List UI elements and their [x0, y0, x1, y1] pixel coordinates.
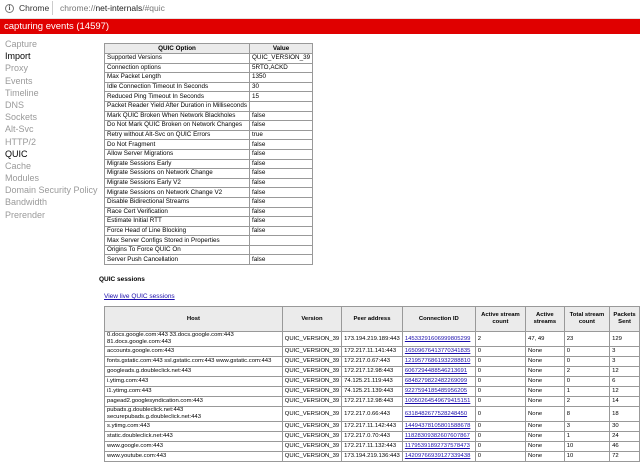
session-host — [105, 422, 283, 432]
session-active-stream-count: 0 — [475, 387, 525, 397]
host-line: i1.ytimg.com:443 — [107, 388, 152, 394]
quic-sessions-table — [104, 306, 640, 462]
quic-sessions-heading: QUIC sessions — [99, 276, 145, 283]
session-active-streams: None — [526, 422, 565, 432]
session-packets-sent: 12 — [610, 387, 640, 397]
option-name: Allow Server Migrations — [105, 149, 250, 159]
option-name: Supported Versions — [105, 54, 250, 64]
option-value — [250, 236, 313, 246]
session-total-stream-count: 2 — [564, 397, 609, 407]
session-connection-id[interactable]: 14533291606999805299 — [402, 332, 475, 347]
sidebar-item-cache[interactable]: Cache — [5, 160, 32, 171]
session-total-stream-count: 0 — [564, 357, 609, 367]
sidebar-item-alt-svc[interactable]: Alt-Svc — [5, 124, 34, 135]
session-packets-sent: 72 — [610, 452, 640, 462]
option-value: false — [250, 226, 313, 236]
option-row — [105, 217, 313, 227]
session-total-stream-count: 2 — [564, 367, 609, 377]
session-active-streams: None — [526, 407, 565, 422]
session-version: QUIC_VERSION_39 — [282, 442, 341, 452]
url-host: net-internals — [95, 3, 143, 13]
session-row — [105, 347, 640, 357]
capture-status-banner: capturing events (14597) — [0, 19, 640, 34]
url-path: /#quic — [142, 3, 165, 13]
option-value: 30 — [250, 82, 313, 92]
option-name: Connection options — [105, 63, 250, 73]
sidebar-item-quic[interactable]: QUIC — [5, 148, 28, 159]
option-row — [105, 188, 313, 198]
session-host — [105, 407, 283, 422]
option-value: false — [250, 121, 313, 131]
host-line: pagead2.googlesyndication.com:443 — [107, 398, 203, 404]
host-line: www.youtube.com:443 — [107, 453, 167, 459]
column-header-active-stream-count: Active stream count — [475, 307, 525, 332]
session-packets-sent: 12 — [610, 367, 640, 377]
session-row — [105, 377, 640, 387]
option-name: Migrate Sessions Early V2 — [105, 178, 250, 188]
option-name: Migrate Sessions on Network Change V2 — [105, 188, 250, 198]
option-row — [105, 92, 313, 102]
session-packets-sent: 129 — [610, 332, 640, 347]
sidebar-item-domain-security-policy[interactable]: Domain Security Policy — [5, 185, 98, 196]
url-text[interactable] — [60, 3, 165, 13]
option-name: Do Not Fragment — [105, 140, 250, 150]
host-line: fonts.gstatic.com:443 ssl.gstatic.com:443 www.gstatic.com:443 — [107, 358, 272, 364]
session-active-streams: None — [526, 432, 565, 442]
session-active-stream-count: 0 — [475, 377, 525, 387]
session-total-stream-count: 0 — [564, 347, 609, 357]
url-scheme: chrome:// — [60, 3, 96, 13]
sidebar-item-events[interactable]: Events — [5, 75, 33, 86]
session-connection-id[interactable]: 14494378105801588678 — [402, 422, 475, 432]
session-total-stream-count: 23 — [564, 332, 609, 347]
host-line: www.google.com:443 — [107, 443, 163, 449]
option-value — [250, 101, 313, 111]
host-line: 0.docs.google.com:443 33.docs.google.com:443 — [107, 332, 234, 338]
session-version: QUIC_VERSION_39 — [282, 377, 341, 387]
session-active-streams: None — [526, 397, 565, 407]
session-peer-address: 172.217.0.66:443 — [342, 407, 403, 422]
session-active-stream-count: 0 — [475, 397, 525, 407]
session-connection-id[interactable]: 10050264549679415151 — [402, 397, 475, 407]
address-separator — [52, 1, 53, 15]
column-header-version: Version — [282, 307, 341, 332]
option-name: Mark QUIC Broken When Network Blackholes — [105, 111, 250, 121]
session-peer-address: 172.217.12.98:443 — [342, 367, 403, 377]
host-line: s.ytimg.com:443 — [107, 423, 150, 429]
session-peer-address: 74.125.21.119:443 — [342, 377, 403, 387]
session-total-stream-count: 1 — [564, 387, 609, 397]
option-row — [105, 207, 313, 217]
session-row — [105, 397, 640, 407]
column-header-connection-id: Connection ID — [402, 307, 475, 332]
session-row — [105, 442, 640, 452]
session-packets-sent: 3 — [610, 347, 640, 357]
option-value: false — [250, 140, 313, 150]
option-row — [105, 149, 313, 159]
session-connection-id[interactable]: 16509676413770341835 — [402, 347, 475, 357]
option-row — [105, 169, 313, 179]
host-line: googleads.g.doubleclick.net:443 — [107, 368, 192, 374]
session-active-stream-count: 0 — [475, 442, 525, 452]
session-version: QUIC_VERSION_39 — [282, 452, 341, 462]
option-row — [105, 121, 313, 131]
session-host — [105, 377, 283, 387]
session-connection-id[interactable]: 12195776861932288810 — [402, 357, 475, 367]
session-active-stream-count: 0 — [475, 407, 525, 422]
option-value: false — [250, 217, 313, 227]
session-packets-sent: 6 — [610, 377, 640, 387]
session-version: QUIC_VERSION_39 — [282, 357, 341, 367]
session-connection-id[interactable]: 9227594185485956205 — [402, 387, 475, 397]
option-row — [105, 197, 313, 207]
session-peer-address: 172.217.0.70:443 — [342, 432, 403, 442]
host-line: static.doubleclick.net:443 — [107, 433, 173, 439]
column-header-option: QUIC Option — [105, 44, 250, 54]
session-active-streams: None — [526, 387, 565, 397]
host-line: securepubads.g.doubleclick.net:443 — [107, 414, 201, 420]
session-host — [105, 432, 283, 442]
session-active-stream-count: 0 — [475, 422, 525, 432]
sidebar-item-modules[interactable]: Modules — [5, 173, 40, 184]
session-active-streams: 47, 49 — [526, 332, 565, 347]
session-host — [105, 442, 283, 452]
session-connection-id[interactable]: 11795391892737578473 — [402, 442, 475, 452]
session-peer-address: 172.217.11.141:443 — [342, 347, 403, 357]
session-total-stream-count: 3 — [564, 422, 609, 432]
option-name: Estimate Initial RTT — [105, 217, 250, 227]
option-value: 15 — [250, 92, 313, 102]
session-total-stream-count: 10 — [564, 442, 609, 452]
option-row — [105, 236, 313, 246]
option-row — [105, 140, 313, 150]
option-row — [105, 111, 313, 121]
host-line: pubads.g.doubleclick.net:443 — [107, 407, 184, 413]
session-peer-address: 173.194.219.189:443 — [342, 332, 403, 347]
option-row — [105, 54, 313, 64]
option-name: Max Packet Length — [105, 73, 250, 83]
option-name: Do Not Mark QUIC Broken on Network Changes — [105, 121, 250, 131]
session-row — [105, 432, 640, 442]
session-row — [105, 407, 640, 422]
option-name: Idle Connection Timeout In Seconds — [105, 82, 250, 92]
sidebar-item-proxy[interactable]: Proxy — [5, 63, 29, 74]
session-active-stream-count: 2 — [475, 332, 525, 347]
session-row — [105, 357, 640, 367]
option-value: QUIC_VERSION_39 — [250, 54, 313, 64]
option-value: 1350 — [250, 73, 313, 83]
option-value — [250, 245, 313, 255]
column-header-total-stream-count: Total stream count — [564, 307, 609, 332]
option-value: false — [250, 111, 313, 121]
option-row — [105, 101, 313, 111]
session-host — [105, 452, 283, 462]
session-active-streams: None — [526, 377, 565, 387]
option-value: false — [250, 149, 313, 159]
quic-options-table — [104, 43, 313, 265]
option-name: Reduced Ping Timeout In Seconds — [105, 92, 250, 102]
sidebar-item-dns[interactable]: DNS — [5, 99, 25, 110]
session-host — [105, 387, 283, 397]
session-total-stream-count: 8 — [564, 407, 609, 422]
option-value: true — [250, 130, 313, 140]
option-value: false — [250, 255, 313, 265]
session-peer-address: 74.125.21.139:443 — [342, 387, 403, 397]
option-name: Packet Reader Yield After Duration in Milliseconds — [105, 101, 250, 111]
session-active-streams: None — [526, 442, 565, 452]
session-peer-address: 172.217.11.132:443 — [342, 442, 403, 452]
view-live-sessions-link[interactable]: View live QUIC sessions — [104, 293, 175, 300]
session-peer-address: 172.217.11.142:443 — [342, 422, 403, 432]
option-name: Server Push Cancellation — [105, 255, 250, 265]
sidebar-item-timeline[interactable]: Timeline — [5, 87, 39, 98]
sidebar-item-bandwidth[interactable]: Bandwidth — [5, 197, 48, 208]
option-row — [105, 245, 313, 255]
session-row — [105, 452, 640, 462]
session-peer-address: 172.217.12.98:443 — [342, 397, 403, 407]
session-packets-sent: 3 — [610, 357, 640, 367]
session-connection-id[interactable]: 14209766939127339438 — [402, 452, 475, 462]
session-version: QUIC_VERSION_39 — [282, 332, 341, 347]
session-version: QUIC_VERSION_39 — [282, 407, 341, 422]
session-peer-address: 172.217.0.67:443 — [342, 357, 403, 367]
option-value: false — [250, 169, 313, 179]
session-packets-sent: 24 — [610, 432, 640, 442]
session-version: QUIC_VERSION_39 — [282, 397, 341, 407]
session-row — [105, 332, 640, 347]
option-name: Retry without Alt-Svc on QUIC Errors — [105, 130, 250, 140]
session-version: QUIC_VERSION_39 — [282, 347, 341, 357]
option-row — [105, 130, 313, 140]
option-row — [105, 255, 313, 265]
option-value: false — [250, 197, 313, 207]
option-name: Migrate Sessions Early — [105, 159, 250, 169]
session-packets-sent: 46 — [610, 442, 640, 452]
option-name: Max Server Configs Stored in Properties — [105, 236, 250, 246]
session-total-stream-count: 1 — [564, 432, 609, 442]
session-packets-sent: 18 — [610, 407, 640, 422]
session-connection-id[interactable]: 6067294488546213691 — [402, 367, 475, 377]
option-row — [105, 178, 313, 188]
session-active-stream-count: 0 — [475, 452, 525, 462]
session-host — [105, 357, 283, 367]
session-total-stream-count: 0 — [564, 377, 609, 387]
session-peer-address: 173.194.219.136:443 — [342, 452, 403, 462]
session-packets-sent: 30 — [610, 422, 640, 432]
session-packets-sent: 14 — [610, 397, 640, 407]
column-header-peer-address: Peer address — [342, 307, 403, 332]
session-version: QUIC_VERSION_39 — [282, 387, 341, 397]
session-active-stream-count: 0 — [475, 432, 525, 442]
sidebar-nav — [5, 38, 97, 221]
sidebar-item-prerender[interactable]: Prerender — [5, 209, 46, 220]
session-active-streams: None — [526, 347, 565, 357]
sidebar-item-import[interactable]: Import — [5, 51, 31, 62]
option-name: Race Cert Verification — [105, 207, 250, 217]
option-name: Migrate Sessions on Network Change — [105, 169, 250, 179]
sidebar-item-sockets[interactable]: Sockets — [5, 112, 38, 123]
option-value: false — [250, 178, 313, 188]
session-active-streams: None — [526, 452, 565, 462]
option-name: Disable Bidirectional Streams — [105, 197, 250, 207]
session-host — [105, 397, 283, 407]
option-value: false — [250, 159, 313, 169]
option-row — [105, 63, 313, 73]
session-active-stream-count: 0 — [475, 347, 525, 357]
quic-sessions-section — [104, 306, 640, 462]
browser-brand: Chrome — [19, 3, 50, 13]
session-host — [105, 332, 283, 347]
option-name: Force Head of Line Blocking — [105, 226, 250, 236]
host-line: i.ytimg.com:443 — [107, 378, 149, 384]
column-header-host: Host — [105, 307, 283, 332]
session-version: QUIC_VERSION_39 — [282, 422, 341, 432]
session-connection-id[interactable]: 6848279822482269099 — [402, 377, 475, 387]
option-name: Origins To Force QUIC On — [105, 245, 250, 255]
session-version: QUIC_VERSION_39 — [282, 432, 341, 442]
session-row — [105, 367, 640, 377]
sidebar-item-http-2[interactable]: HTTP/2 — [5, 136, 37, 147]
option-row — [105, 226, 313, 236]
session-row — [105, 387, 640, 397]
column-header-value: Value — [250, 44, 313, 54]
session-row — [105, 422, 640, 432]
option-row — [105, 159, 313, 169]
option-value: false — [250, 207, 313, 217]
host-line: 81.docs.google.com:443 — [107, 339, 172, 345]
session-total-stream-count: 10 — [564, 452, 609, 462]
session-version: QUIC_VERSION_39 — [282, 367, 341, 377]
column-header-packets-sent: Packets Sent — [610, 307, 640, 332]
session-active-streams: None — [526, 357, 565, 367]
session-active-stream-count: 0 — [475, 357, 525, 367]
session-connection-id[interactable]: 11828309382607607867 — [402, 432, 475, 442]
host-line: accounts.google.com:443 — [107, 348, 175, 354]
address-bar[interactable] — [0, 0, 640, 19]
column-header-active-streams: Active streams — [526, 307, 565, 332]
info-icon[interactable]: i — [5, 4, 14, 13]
sidebar-item-capture[interactable]: Capture — [5, 39, 38, 49]
quic-options-section — [104, 43, 313, 265]
session-active-stream-count: 0 — [475, 367, 525, 377]
option-value: false — [250, 188, 313, 198]
session-active-streams: None — [526, 367, 565, 377]
session-host — [105, 347, 283, 357]
session-host — [105, 367, 283, 377]
option-row — [105, 73, 313, 83]
session-connection-id[interactable]: 6318482677528248450 — [402, 407, 475, 422]
option-row — [105, 82, 313, 92]
option-value: 5RTO,ACKD — [250, 63, 313, 73]
